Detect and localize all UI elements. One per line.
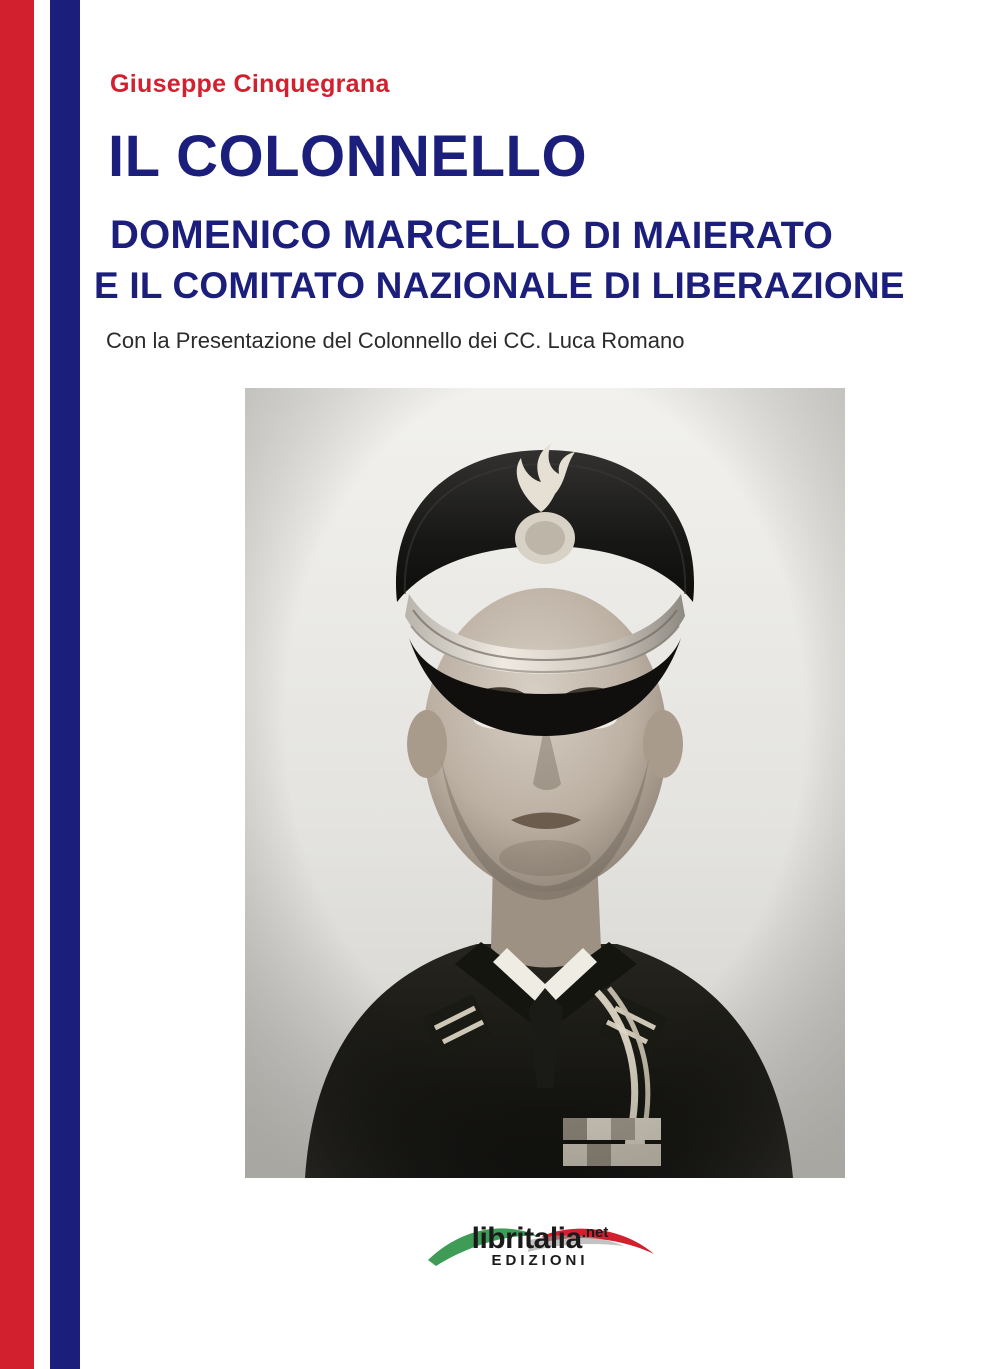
publisher-name-text: libritalia <box>471 1222 582 1255</box>
spine-stripe-white <box>34 0 50 1369</box>
cover-content <box>80 0 1000 1369</box>
book-title-subject-name: DOMENICO MARCELLO <box>110 213 572 257</box>
book-title-subject-origin: DI MAIERATO <box>583 215 834 257</box>
publisher-subtitle: EDIZIONI <box>491 1252 589 1269</box>
presentation-credit: Con la Presentazione del Colonnello dei CC. Luca Romano <box>106 328 685 353</box>
publisher-name <box>472 1222 609 1256</box>
book-title-subtitle <box>110 213 833 258</box>
book-title-main: IL COLONNELLO <box>108 124 588 189</box>
spine-stripe-blue <box>50 0 80 1369</box>
publisher-tld: .net <box>581 1224 609 1241</box>
publisher-logo <box>410 1222 670 1269</box>
spine-stripe-red <box>0 0 34 1369</box>
book-title-third-line: E IL COMITATO NAZIONALE DI LIBERAZIONE <box>94 265 905 306</box>
portrait-photo <box>245 388 845 1178</box>
author-name: Giuseppe Cinquegrana <box>110 70 390 98</box>
